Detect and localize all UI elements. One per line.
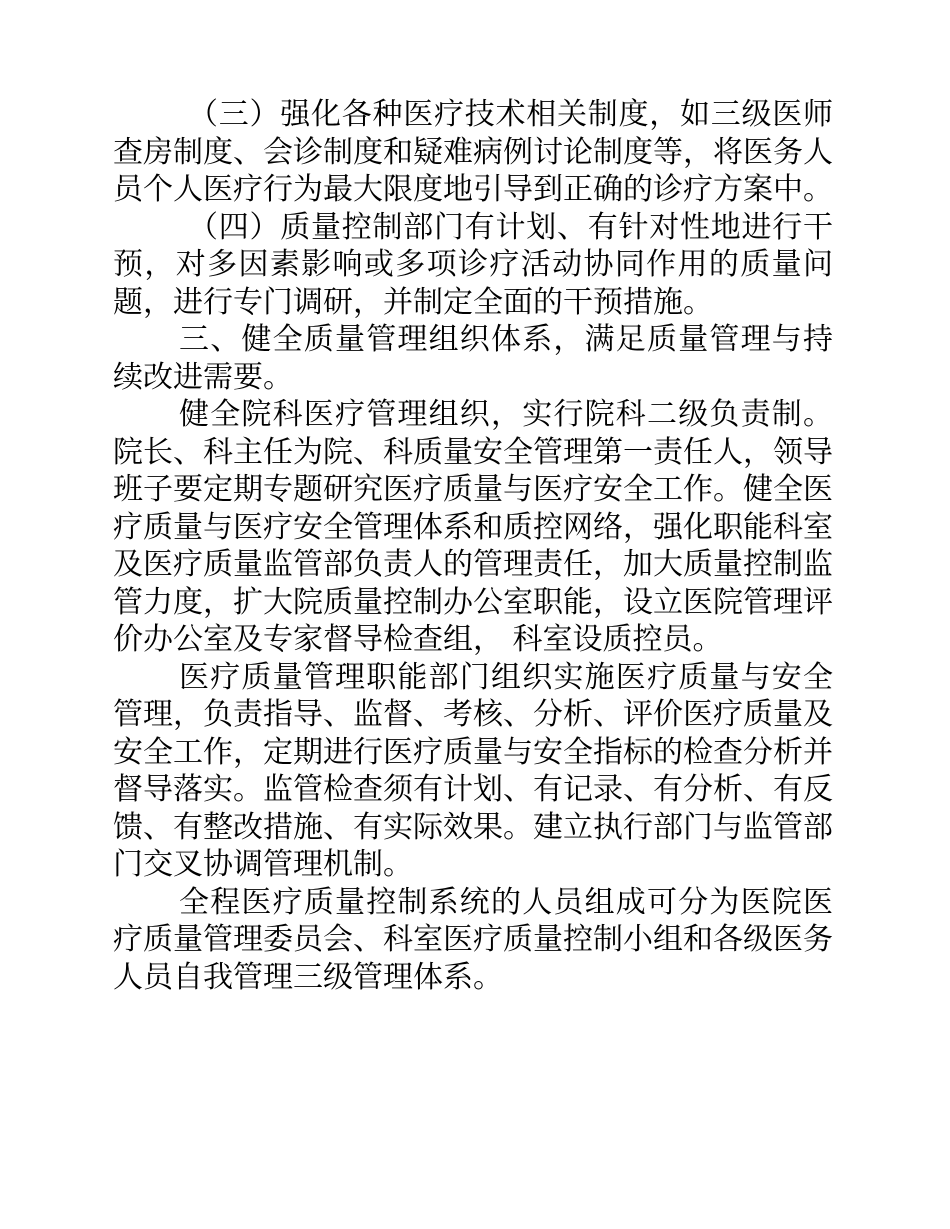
paragraph-section-3: （三）强化各种医疗技术相关制度，如三级医师查房制度、会诊制度和疑难病例讨论制度等，将医务人员个人医疗行为最大限度地引导到正确的诊疗方案中。 <box>113 97 833 207</box>
paragraph-management-department: 医疗质量管理职能部门组织实施医疗质量与安全管理，负责指导、监督、考核、分析、评价医疗质量及安全工作，定期进行医疗质量与安全指标的检查分析并督导落实。监管检查须有计划、有记录、有分析、有反馈、有整改措施、有实际效果。建立执行部门与监管部门交叉协调管理机制。 <box>113 659 833 882</box>
paragraph-control-system: 全程医疗质量控制系统的人员组成可分为医院医疗质量管理委员会、科室医疗质量控制小组和各级医务人员自我管理三级管理体系。 <box>113 884 833 995</box>
paragraph-heading-three: 三、健全质量管理组织体系，满足质量管理与持续改进需要。 <box>113 322 833 395</box>
paragraph-section-4: （四）质量控制部门有计划、有针对性地进行干预，对多因素影响或多项诊疗活动协同作用的质量问题，进行专门调研，并制定全面的干预措施。 <box>113 209 833 320</box>
paragraph-organization: 健全院科医疗管理组织，实行院科二级负责制。院长、科主任为院、科质量安全管理第一责任人，领导班子要定期专题研究医疗质量与医疗安全工作。健全医疗质量与医疗安全管理体系和质控网络，强化职能科室及医疗质量监管部负责人的管理责任，加大质量控制监管力度，扩大院质量控制办公室职能，设立医院管理评价办公室及专家督导检查组， 科室设质控员。 <box>113 397 833 657</box>
document-body <box>113 96 833 996</box>
